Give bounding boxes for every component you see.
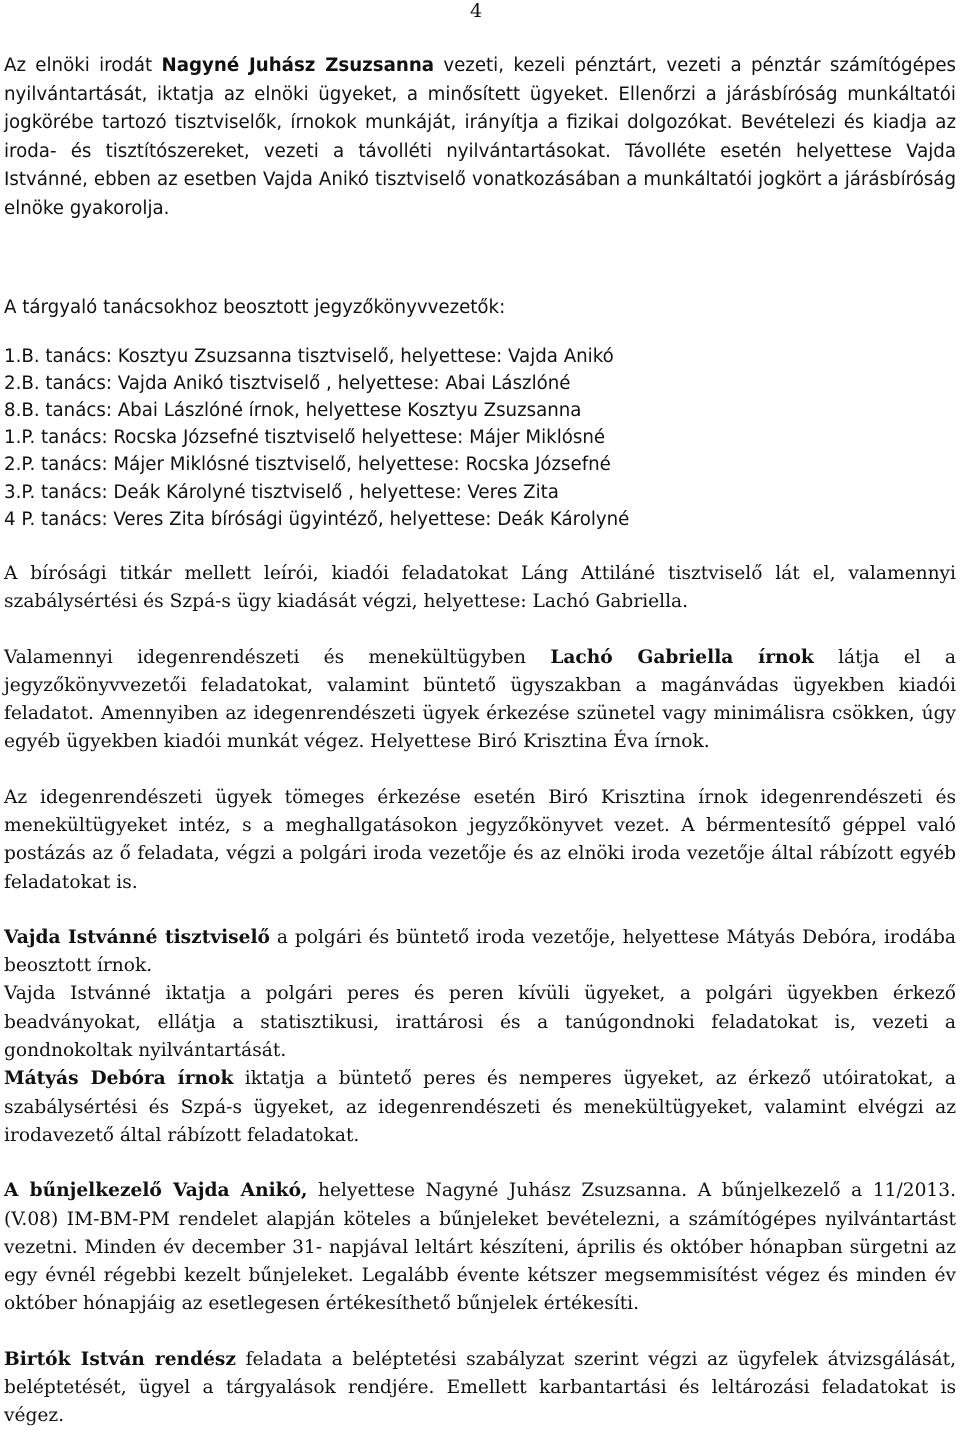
list-item: 8.B. tanács: Abai Lászlóné írnok, helyettese Kosztyu Zsuzsanna [4, 399, 582, 421]
paragraph-civil-registry: Vajda Istvánné iktatja a polgári peres és peren kívüli ügyeket, a polgári ügyekben érkező beadványokat, ellátja a statisztikusi, irattárosi és a tanúgondnoki feladatokat is, vezeti a gondnokoltak nyilvántartását. [4, 983, 956, 1062]
list-item: 4 P. tanács: Veres Zita bírósági ügyintéző, helyettese: Deák Károlyné [4, 508, 630, 530]
paragraph-criminal-registry [4, 1065, 956, 1150]
paragraph-text: a polgári és büntető iroda vezetője, helyettese Mátyás Debóra, irodába beosztott írnok. [4, 926, 956, 977]
paragraph-immigration [4, 644, 956, 757]
paragraph-text: vezeti, kezeli pénztárt, vezeti a pénztár számítógépes nyilvántartását, iktatja az elnöki ügyeket, a minősített ügyeket. Ellenőrzi a járásbíróság munkáltatói jogkörébe tartozó tisztviselők, írnokok munkáját, irányítja a fizikai dolgozókat. Bevételezi és kiadja az iroda- és tisztítószereket, vezeti a távolléti nyilvántartásokat. Távolléte esetén helyettese Vajda Istvánné, ebben az esetben Vajda Anikó tisztviselő vonatkozásában a munkáltatói jogkört a járásbíróság elnöke gyakorolja. [4, 55, 956, 219]
paragraph-text: iktatja a büntető peres és nemperes ügyeket, az érkező utóiratokat, a szabálysértési és Szpá-s ügyeket, az idegenrendészeti és menekültügyeket, valamint elvégzi az irodavezető által rábízott feladatokat. [4, 1068, 956, 1146]
page-number: 4 [470, 0, 483, 22]
paragraph-text: Az elnöki irodát [4, 55, 162, 76]
person-name-bold: Nagyné Juhász Zsuzsanna [161, 55, 435, 76]
person-name-bold: Mátyás Debóra írnok [4, 1068, 234, 1090]
list-item: 1.B. tanács: Kosztyu Zsuzsanna tisztviselő, helyettese: Vajda Anikó [4, 345, 614, 367]
paragraph-security-guard [4, 1346, 956, 1431]
list-item: 3.P. tanács: Deák Károlyné tisztviselő , helyettese: Veres Zita [4, 481, 559, 503]
list-item: 1.P. tanács: Rocska Józsefné tisztviselő helyettese: Májer Miklósné [4, 427, 606, 449]
paragraph-text: feladata a beléptetési szabályzat szerint végzi az ügyfelek átvizsgálását, beléptetését, ügyel a tárgyalások rendjére. Emellett karbantartási és leltározási feladatokat is végez. [4, 1348, 956, 1427]
paragraph-office-head [4, 924, 956, 981]
paragraph-text: látja el a jegyzőkönyvvezetői feladatokat, valamint büntető ügyszakban a magánvádas ügyekben kiadói feladatot. Amennyiben az idegenrendészeti ügyek érkezése szünetel vagy minimálisra csökken, úgy egyéb ügyekben kiadói munkát végez. Helyettese Biró Krisztina Éva írnok. [4, 646, 956, 753]
paragraph-court-secretary: A bírósági titkár mellett leírói, kiadói feladatokat Láng Attiláné tisztviselő lát el, valamennyi szabálysértési és Szpá-s ügy kiadását végzi, helyettese: Lachó Gabriella. [4, 562, 956, 613]
paragraph-text: helyettese Nagyné Juhász Zsuzsanna. A bűnjelkezelő a 11/2013. (V.08) IM-BM-PM rendelet alapján köteles a bűnjeleket bevételezni, a számítógépes nyilvántartást vezetni. Minden év december 31- napjával leltárt készíteni, április és október hónapban sürgetni az egy évnél régebbi kezelt bűnjeleket. Legalább évente kétszer megsemmisítést végez és minden év október hónapjáig az esetlegesen értékesíthető bűnjelek értékesíti. [4, 1180, 956, 1315]
person-name-bold: Lachó Gabriella írnok [550, 646, 814, 668]
person-name-bold: Vajda Istvánné tisztviselő [4, 926, 270, 948]
paragraph-evidence-handler [4, 1177, 956, 1318]
paragraph-mass-arrivals: Az idegenrendészeti ügyek tömeges érkezése esetén Biró Krisztina írnok idegenrendészeti és menekültügyeket intéz, s a meghallgatásokon jegyzőkönyvet vezet. A bérmentesítő géppel való postázás az ő feladata, végzi a polgári iroda vezetője és az elnöki iroda vezetője által rábízott egyéb feladatokat is. [4, 786, 956, 893]
councils-heading: A tárgyaló tanácsokhoz beosztott jegyzőkönyvvezetők: [4, 297, 506, 318]
person-name-bold: A bűnjelkezelő Vajda Anikó, [4, 1180, 308, 1202]
councils-list [4, 343, 956, 533]
paragraph-text: Valamennyi idegenrendészeti és menekültügyben [4, 646, 551, 668]
document-body [4, 52, 956, 1431]
person-name-bold: Birtók István rendész [4, 1348, 236, 1370]
list-item: 2.P. tanács: Májer Miklósné tisztviselő, helyettese: Rocska Józsefné [4, 454, 611, 476]
paragraph-presidential-office [4, 52, 956, 223]
list-item: 2.B. tanács: Vajda Anikó tisztviselő , helyettese: Abai Lászlóné [4, 372, 571, 394]
